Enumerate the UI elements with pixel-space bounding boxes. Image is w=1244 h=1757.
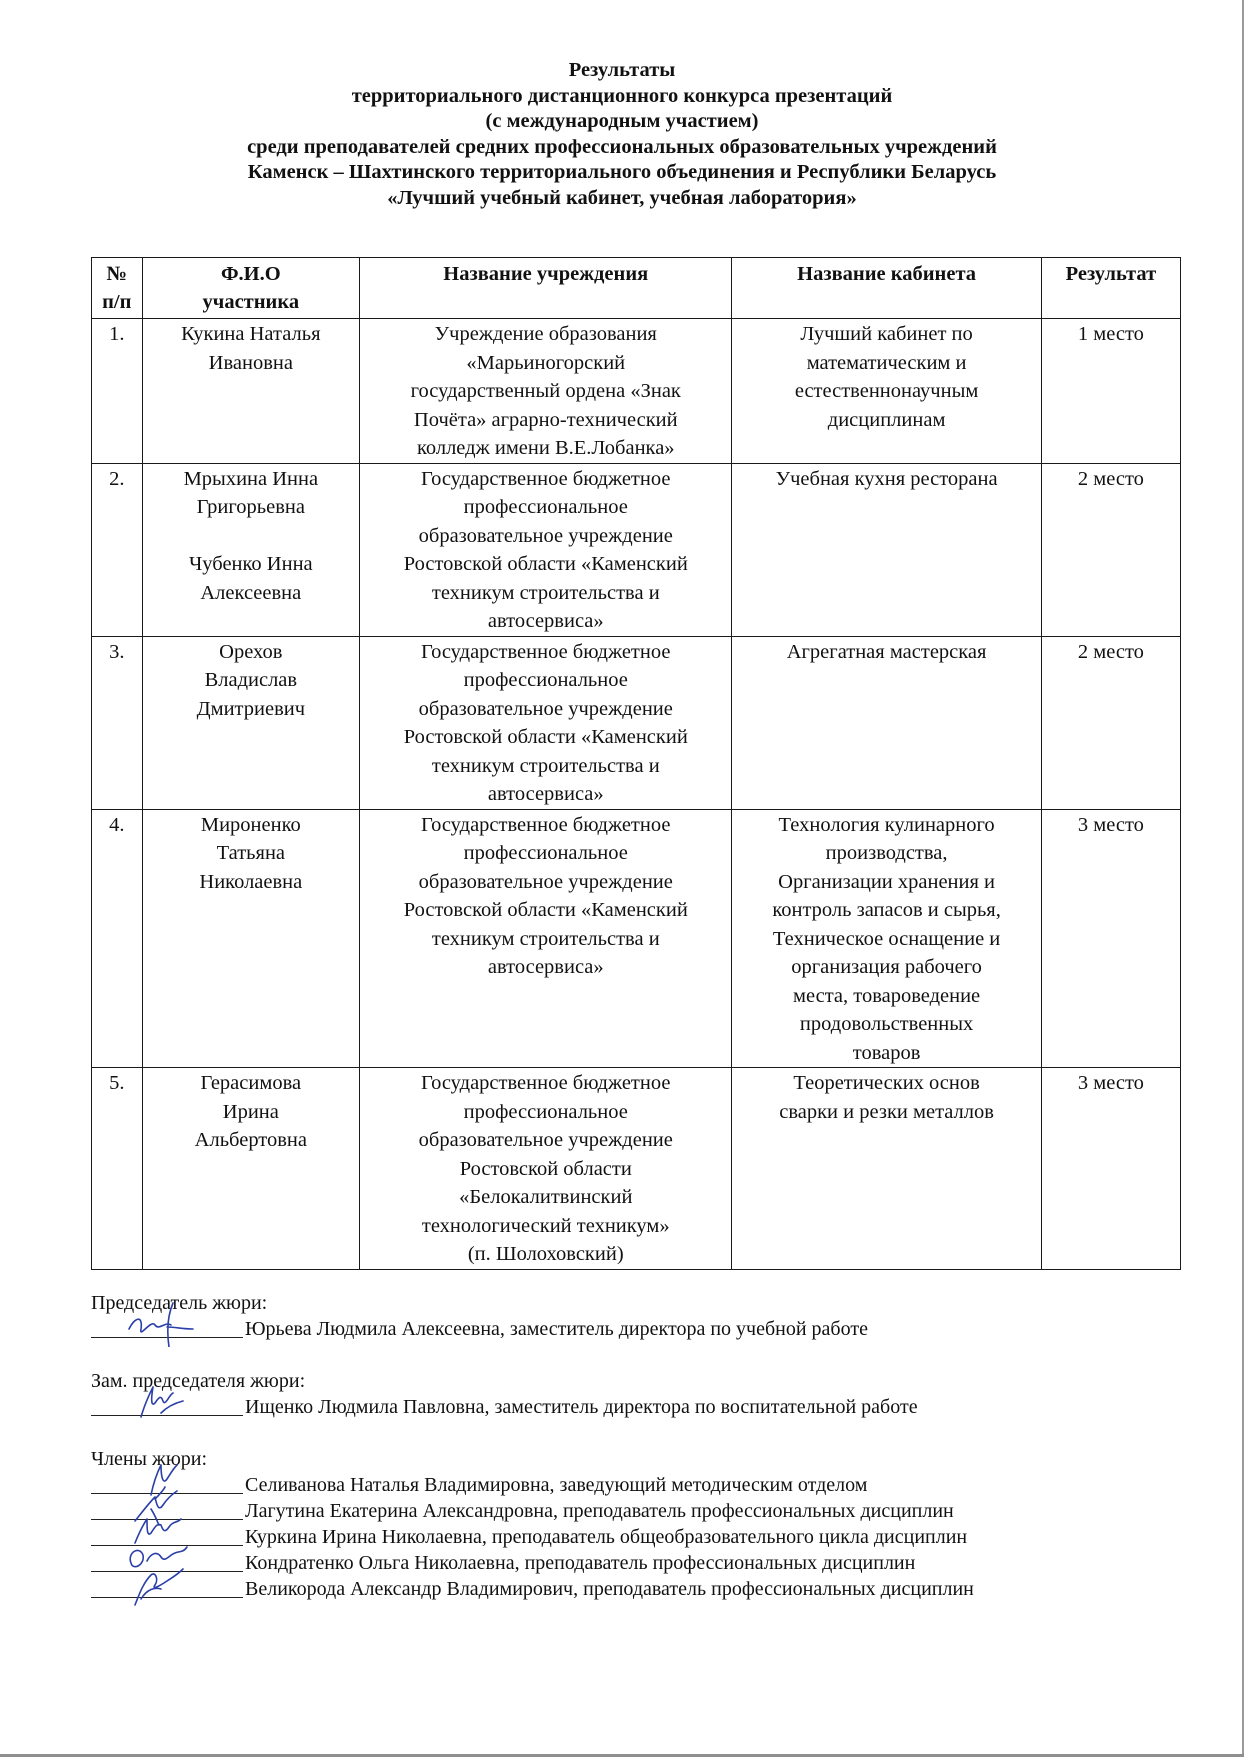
- cell-result: 3 место: [1041, 809, 1180, 1068]
- title-line: территориального дистанционного конкурса презентаций: [351, 84, 893, 107]
- jury-member: Селиванова Наталья Владимировна, заведующий методическим отделом: [245, 1474, 868, 1496]
- institution-line: «Марьиногорский: [466, 351, 626, 374]
- jury-section: [91, 1290, 1191, 1628]
- cell-num: 5.: [92, 1068, 143, 1270]
- institution-line: техникум строительства и: [431, 581, 660, 604]
- room-line: места, товароведение: [793, 984, 981, 1007]
- cell-institution: [360, 319, 732, 464]
- jury-chair-label: Председатель жюри:: [91, 1292, 268, 1314]
- participant-name-line: Герасимова: [200, 1072, 302, 1094]
- title-line: «Лучший учебный кабинет, учебная лаборатория»: [387, 186, 857, 209]
- participant-name-line: Чубенко Инна: [188, 553, 313, 575]
- institution-line: техникум строительства и: [431, 927, 660, 950]
- cell-room: [732, 463, 1041, 636]
- signature-row: [91, 1394, 1191, 1420]
- table-header-row: [92, 258, 1181, 319]
- jury-member-row: [91, 1524, 1191, 1550]
- institution-line: автосервиса»: [487, 610, 604, 632]
- header-num: [92, 258, 143, 319]
- jury-members-list: [91, 1472, 1191, 1602]
- cell-room: [732, 809, 1041, 1068]
- signature-line: [91, 1551, 243, 1572]
- room-line: естественнонаучным: [794, 380, 979, 402]
- jury-member: Лагутина Екатерина Александровна, преподаватель профессиональных дисциплин: [245, 1500, 954, 1522]
- header-name: [142, 258, 360, 319]
- jury-vice: Ищенко Людмила Павловна, заместитель директора по воспитательной работе: [245, 1396, 918, 1418]
- jury-member-row: [91, 1472, 1191, 1498]
- cell-participant: [142, 319, 360, 464]
- institution-line: автосервиса»: [487, 783, 604, 805]
- institution-line: образовательное учреждение: [418, 870, 673, 893]
- jury-member-row: [91, 1498, 1191, 1524]
- institution-line: «Белокалитвинский: [459, 1186, 633, 1208]
- participant-name-line: Ивановна: [208, 351, 293, 374]
- room-line: математическим и: [806, 351, 967, 374]
- participant-name-line: Владислав: [204, 669, 298, 691]
- participant-name-line: Мрыхина Инна: [183, 467, 319, 490]
- participant-name-line: Ирина: [222, 1100, 279, 1123]
- cell-num: 4.: [92, 809, 143, 1068]
- signature-line: [91, 1395, 243, 1416]
- title-line: среди преподавателей средних профессиональных образовательных учреждений: [247, 135, 997, 158]
- room-line: сварки и резки металлов: [779, 1100, 994, 1123]
- title-line: (с международным участием): [485, 110, 759, 132]
- cell-participant: [142, 463, 360, 636]
- institution-line: Государственное бюджетное: [421, 640, 671, 663]
- cell-room: [732, 319, 1041, 464]
- jury-member-row: [91, 1576, 1191, 1602]
- header-name-line: Ф.И.О: [220, 263, 281, 285]
- cell-result: 2 место: [1041, 636, 1180, 809]
- signature-row: [91, 1316, 1191, 1342]
- participant-name-line: Татьяна: [216, 842, 286, 864]
- cell-participant: [142, 809, 360, 1068]
- cell-room: [732, 1068, 1041, 1270]
- institution-line: Учреждение образования: [434, 323, 657, 345]
- room-line: продовольственных: [799, 1013, 974, 1035]
- institution-line: Почёта» аграрно-технический: [413, 408, 678, 431]
- institution-line: Государственное бюджетное: [421, 467, 671, 490]
- room-line: дисциплинам: [827, 408, 946, 431]
- signature-line: [91, 1525, 243, 1546]
- cell-room: [732, 636, 1041, 809]
- participant-name-line: Николаевна: [199, 870, 303, 893]
- table-row: [92, 636, 1181, 809]
- participant-name-line: Григорьевна: [196, 496, 306, 518]
- table-row: [92, 463, 1181, 636]
- jury-member-row: [91, 1550, 1191, 1576]
- cell-num: 1.: [92, 319, 143, 464]
- room-line: товаров: [852, 1041, 921, 1064]
- institution-line: автосервиса»: [487, 956, 604, 978]
- room-line: Агрегатная мастерская: [786, 640, 987, 663]
- table-row: [92, 1068, 1181, 1270]
- spacer: [147, 522, 356, 551]
- room-line: Техническое оснащение и: [772, 927, 1001, 950]
- jury-chair: Юрьева Людмила Алексеевна, заместитель директора по учебной работе: [245, 1318, 868, 1340]
- table-row: [92, 809, 1181, 1068]
- cell-institution: [360, 1068, 732, 1270]
- signature-line: [91, 1499, 243, 1520]
- cell-result: 1 место: [1041, 319, 1180, 464]
- header-room: Название кабинета: [732, 258, 1041, 319]
- institution-line: профессиональное: [463, 1100, 628, 1123]
- jury-member: Кондратенко Ольга Николаевна, преподаватель профессиональных дисциплин: [245, 1552, 916, 1574]
- cell-result: 3 место: [1041, 1068, 1180, 1270]
- institution-line: Ростовской области «Каменский: [403, 899, 688, 921]
- participant-name-line: Орехов: [219, 640, 283, 663]
- institution-line: государственный ордена «Знак: [410, 380, 681, 402]
- institution-line: техникум строительства и: [431, 754, 660, 777]
- cell-participant: [142, 1068, 360, 1270]
- cell-result: 2 место: [1041, 463, 1180, 636]
- header-institution: Название учреждения: [360, 258, 732, 319]
- jury-chair-group: [91, 1290, 1191, 1342]
- room-line: Лучший кабинет по: [800, 323, 973, 345]
- institution-line: образовательное учреждение: [418, 697, 673, 720]
- cell-num: 3.: [92, 636, 143, 809]
- room-line: контроль запасов и сырья,: [772, 899, 1001, 921]
- institution-line: профессиональное: [463, 842, 628, 864]
- institution-line: образовательное учреждение: [418, 1129, 673, 1151]
- document-title: [0, 58, 1244, 211]
- title-line: Каменск – Шахтинского территориального объединения и Республики Беларусь: [247, 161, 997, 183]
- title-line: Результаты: [568, 59, 676, 81]
- room-line: Технология кулинарного: [778, 813, 995, 836]
- results-table: [91, 257, 1181, 1270]
- header-num-line: п/п: [102, 291, 132, 313]
- cell-num: 2.: [92, 463, 143, 636]
- institution-line: технологический техникум»: [421, 1214, 670, 1237]
- participant-name-line: Алексеевна: [200, 581, 302, 604]
- cell-participant: [142, 636, 360, 809]
- institution-line: профессиональное: [463, 669, 628, 691]
- signature-line: [91, 1317, 243, 1338]
- jury-vice-label: Зам. председателя жюри:: [91, 1370, 306, 1392]
- jury-vice-group: [91, 1368, 1191, 1420]
- participant-name-line: Дмитриевич: [196, 697, 306, 720]
- signature-line: [91, 1577, 243, 1598]
- institution-line: Ростовской области «Каменский: [403, 726, 688, 748]
- room-line: Организации хранения и: [778, 870, 996, 893]
- header-result: Результат: [1041, 258, 1180, 319]
- jury-members-label: Члены жюри:: [91, 1448, 208, 1470]
- participant-name-line: Кукина Наталья: [181, 323, 321, 345]
- table-row: [92, 319, 1181, 464]
- participant-name-line: Альбертовна: [194, 1129, 307, 1151]
- room-line: Учебная кухня ресторана: [775, 467, 998, 490]
- institution-line: Ростовской области: [459, 1157, 632, 1180]
- header-name-line: участника: [202, 291, 300, 313]
- jury-members-group: [91, 1446, 1191, 1602]
- institution-line: образовательное учреждение: [418, 524, 673, 547]
- jury-member: Великорода Александр Владимирович, преподаватель профессиональных дисциплин: [245, 1578, 974, 1600]
- header-num-line: №: [106, 263, 128, 285]
- participant-name-line: Мироненко: [200, 813, 301, 836]
- institution-line: Ростовской области «Каменский: [403, 553, 688, 575]
- institution-line: Государственное бюджетное: [421, 813, 671, 836]
- cell-institution: [360, 636, 732, 809]
- institution-line: (п. Шолоховский): [467, 1243, 624, 1265]
- cell-institution: [360, 463, 732, 636]
- room-line: организация рабочего: [791, 956, 982, 978]
- room-line: Теоретических основ: [793, 1072, 980, 1094]
- room-line: производства,: [825, 842, 948, 864]
- jury-member: Куркина Ирина Николаевна, преподаватель общеобразовательного цикла дисциплин: [245, 1526, 968, 1548]
- institution-line: профессиональное: [463, 496, 628, 518]
- signature-line: [91, 1473, 243, 1494]
- cell-institution: [360, 809, 732, 1068]
- institution-line: Государственное бюджетное: [421, 1072, 671, 1094]
- institution-line: колледж имени В.Е.Лобанка»: [416, 437, 675, 459]
